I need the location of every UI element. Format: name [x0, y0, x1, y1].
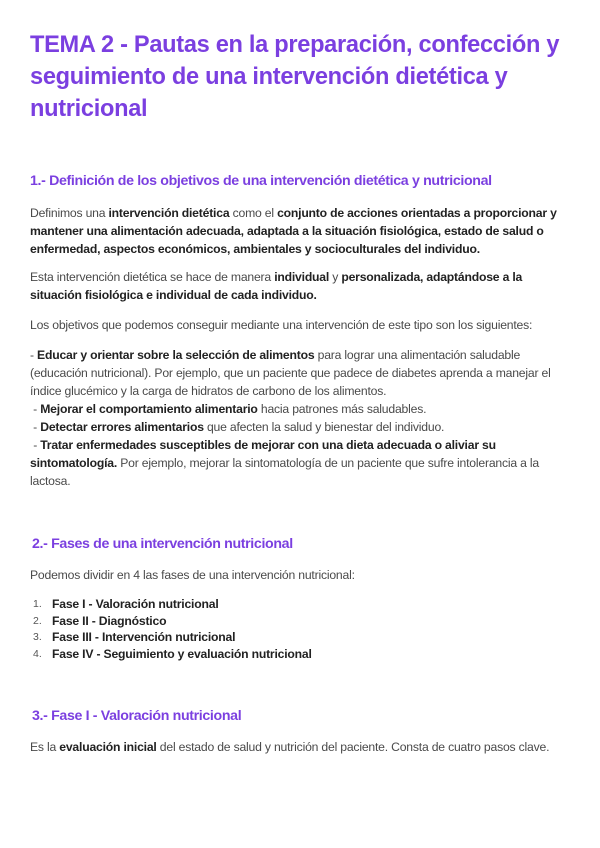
list-number: 1. [33, 598, 42, 610]
text-run: como el [229, 206, 278, 220]
objective-text: que afecten la salud y bienestar del individuo. [203, 420, 445, 434]
phases-list [30, 596, 312, 662]
section-2-intro: Podemos dividir en 4 las fases de una intervención nutricional: [30, 568, 355, 582]
objectives-list [30, 346, 575, 490]
objective-item [30, 346, 575, 400]
bullet-dash: - [30, 420, 41, 434]
objective-item [30, 436, 575, 490]
section-1-paragraph-1 [30, 204, 575, 258]
phase-label: Fase II - Diagnóstico [52, 613, 167, 628]
text-run: del estado de salud y nutrición del paciente. Consta de cuatro pasos clave. [156, 740, 550, 754]
text-run: y [329, 270, 342, 284]
text-run: Esta intervención dietética se hace de manera [30, 270, 275, 284]
page-title: TEMA 2 - Pautas en la preparación, confección y seguimiento de una intervención dietética y nutricional [30, 32, 560, 122]
bullet-dash: - [30, 438, 41, 452]
section-1-paragraph-2 [30, 268, 575, 304]
text-run: Definimos una [30, 206, 109, 220]
objective-title: Detectar errores alimentarios [40, 420, 204, 434]
objective-item [30, 418, 575, 436]
bullet-dash: - [30, 402, 41, 416]
objective-text: hacia patrones más saludables. [257, 402, 427, 416]
phase-label: Fase III - Intervención nutricional [52, 630, 236, 644]
bold-term: intervención dietética [108, 206, 230, 220]
list-number: 2. [33, 614, 42, 627]
section-3-heading: 3.- Fase I - Valoración nutricional [32, 708, 242, 724]
phase-label: Fase IV - Seguimiento y evaluación nutricional [52, 646, 312, 661]
phase-item [30, 629, 312, 646]
bold-term: evaluación inicial [59, 740, 157, 754]
bold-term: conjunto de acciones orientadas a proporcionar y mantener una alimentación adecuada, adaptada a la situación fisiológica, estado de salud o enfermedad, aspectos económicos, ambientales y socioculturales del individuo. [30, 206, 557, 256]
objective-item [30, 400, 575, 418]
bold-term: individual [274, 270, 330, 284]
objective-text: Por ejemplo, mejorar la sintomatología de un paciente que sufre intolerancia a la lactosa. [30, 456, 543, 488]
objective-text: para lograr una alimentación saludable (educación nutricional). Por ejemplo, que un paciente que padece de diabetes aprenda a manejar el índice glucémico y la carga de hidratos de carbono de los alimentos. [30, 348, 551, 398]
bold-term: personalizada, adaptándose a la situación fisiológica e individual de cada individuo. [30, 270, 523, 302]
phase-label: Fase I - Valoración nutricional [52, 597, 219, 611]
objective-title: Tratar enfermedades susceptibles de mejorar con una dieta adecuada o aliviar su sintomatología. [30, 438, 500, 470]
section-1-paragraph-3: Los objetivos que podemos conseguir mediante una intervención de este tipo son los siguientes: [30, 318, 533, 332]
objective-title: Mejorar el comportamiento alimentario [40, 402, 258, 416]
list-number: 3. [33, 631, 42, 643]
phase-item [30, 646, 312, 663]
section-1-heading: 1.- Definición de los objetivos de una intervención dietética y nutricional [30, 173, 492, 189]
phase-item [30, 596, 312, 613]
objective-title: Educar y orientar sobre la selección de alimentos [37, 348, 315, 362]
section-2-heading: 2.- Fases de una intervención nutricional [32, 536, 293, 552]
list-number: 4. [33, 647, 42, 660]
section-3-paragraph-1 [30, 738, 575, 756]
phase-item [30, 613, 312, 630]
bullet-dash: - [30, 348, 38, 362]
text-run: Es la [30, 740, 60, 754]
